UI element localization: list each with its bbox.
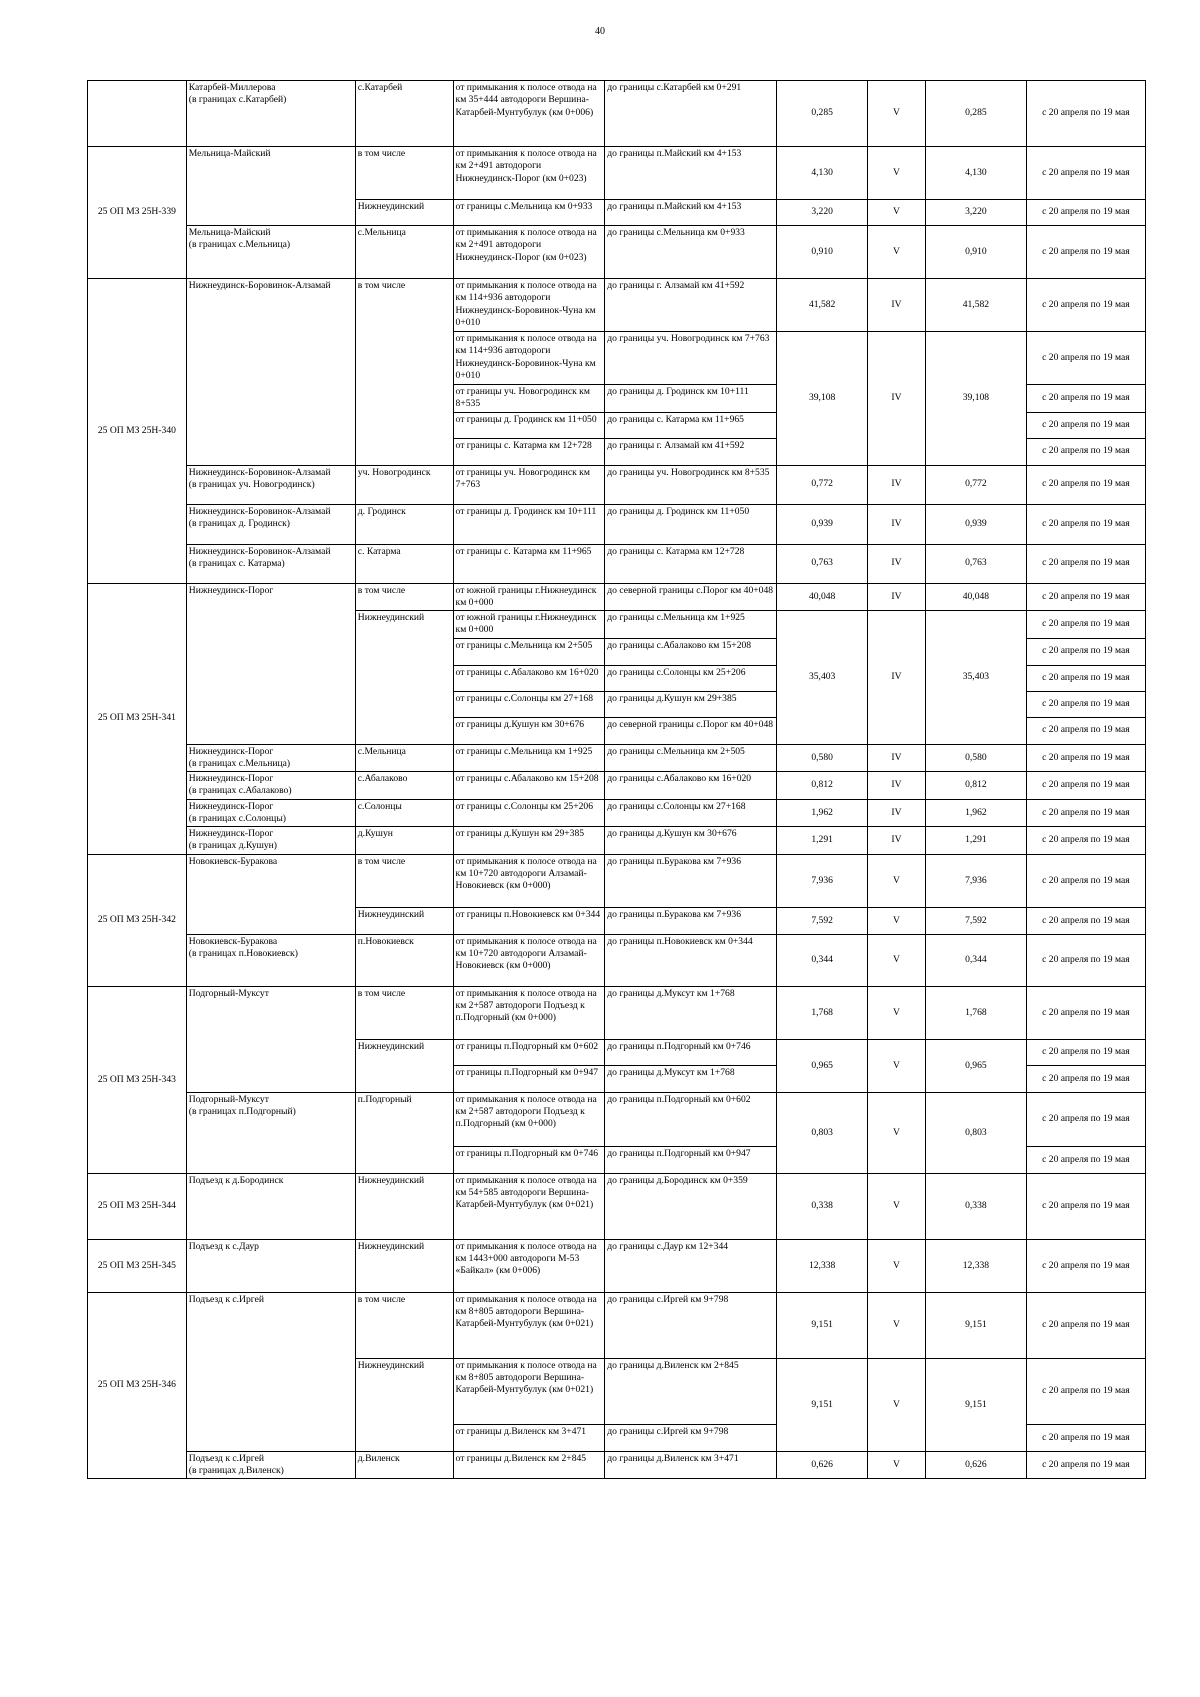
segment-start-cell: от границы д.Кушун км 30+676 [453, 717, 605, 744]
table-body [88, 81, 1146, 1479]
table-row [88, 772, 1146, 800]
restricted-length-cell: 4,130 [926, 147, 1027, 200]
segment-end-cell: до границы уч. Новогродинск км 7+763 [605, 332, 777, 385]
table-row [88, 1092, 1146, 1146]
table-row [88, 1173, 1146, 1239]
length-cell: 7,592 [777, 907, 868, 934]
period-cell: с 20 апреля по 19 мая [1026, 1239, 1145, 1292]
district-cell: д.Виленск [355, 1451, 453, 1479]
segment-start-cell: от границы уч. Новогродинск км 7+763 [453, 465, 605, 504]
period-cell: с 20 апреля по 19 мая [1026, 544, 1145, 583]
district-cell: с.Мельница [355, 744, 453, 772]
segment-start-cell: от границы с.Мельница км 0+933 [453, 200, 605, 226]
table-row [88, 827, 1146, 855]
segment-start-cell: от примыкания к полосе отвода на км 10+720 автодороги Алзамай-Новокиевск (км 0+000) [453, 934, 605, 986]
segment-start-cell: от примыкания к полосе отвода на км 2+587 автодороги Подъезд к п.Подгорный (км 0+000) [453, 986, 605, 1039]
road-name-cell: Мельница-Майский (в границах с.Мельница) [186, 226, 355, 279]
segment-end-cell: до границы с.Мельница км 0+933 [605, 226, 777, 279]
period-cell: с 20 апреля по 19 мая [1026, 81, 1145, 147]
district-cell: в том числе [355, 583, 453, 611]
segment-end-cell: до границы п.Подгорный км 0+602 [605, 1092, 777, 1146]
district-cell: д. Гродинск [355, 504, 453, 544]
restricted-length-cell: 0,344 [926, 934, 1027, 986]
segment-end-cell: до границы д.Виленск км 3+471 [605, 1451, 777, 1479]
period-cell: с 20 апреля по 19 мая [1026, 854, 1145, 907]
segment-start-cell: от примыкания к полосе отвода на км 1443+000 автодороги М-53 «Байкал» (км 0+006) [453, 1239, 605, 1292]
district-cell: п.Подгорный [355, 1092, 453, 1173]
segment-end-cell: до границы с.Иргей км 9+798 [605, 1292, 777, 1358]
district-cell: в том числе [355, 279, 453, 466]
segment-end-cell: до границы с.Абалаково км 15+208 [605, 638, 777, 665]
segment-start-cell: от примыкания к полосе отвода на км 114+936 автодороги Нижнеудинск-Боровинок-Чуна км 0+010 [453, 332, 605, 385]
length-cell: 0,812 [777, 772, 868, 800]
district-cell: с. Катарма [355, 544, 453, 583]
road-name-cell: Подгорный-Муксут [186, 986, 355, 1092]
segment-end-cell: до северной границы с.Порог км 40+048 [605, 717, 777, 744]
period-cell: с 20 апреля по 19 мая [1026, 691, 1145, 717]
period-cell: с 20 апреля по 19 мая [1026, 827, 1145, 855]
category-cell: IV [867, 772, 925, 800]
segment-end-cell: до границы с. Катарма км 11+965 [605, 412, 777, 438]
period-cell: с 20 апреля по 19 мая [1026, 385, 1145, 413]
table-row [88, 1451, 1146, 1479]
segment-end-cell: до границы с.Солонцы км 27+168 [605, 799, 777, 827]
segment-end-cell: до границы п.Подгорный км 0+947 [605, 1146, 777, 1173]
segment-start-cell: от границы д. Гродинск км 11+050 [453, 412, 605, 438]
period-cell: с 20 апреля по 19 мая [1026, 1039, 1145, 1065]
segment-end-cell: до границы с.Иргей км 9+798 [605, 1424, 777, 1451]
road-name-cell: Подъезд к с.Иргей (в границах д.Виленск) [186, 1451, 355, 1479]
period-cell: с 20 апреля по 19 мая [1026, 986, 1145, 1039]
table-row [88, 744, 1146, 772]
segment-start-cell: от границы п.Подгорный км 0+602 [453, 1039, 605, 1065]
period-cell: с 20 апреля по 19 мая [1026, 907, 1145, 934]
table-row [88, 81, 1146, 147]
segment-start-cell: от границы п.Подгорный км 0+947 [453, 1065, 605, 1092]
length-cell: 1,291 [777, 827, 868, 855]
table-row [88, 504, 1146, 544]
category-cell: V [867, 81, 925, 147]
segment-start-cell: от границы с.Мельница км 1+925 [453, 744, 605, 772]
road-id-cell: 25 ОП МЗ 25Н-340 [88, 279, 187, 584]
segment-start-cell: от границы с.Мельница км 2+505 [453, 638, 605, 665]
segment-end-cell: до границы д. Гродинск км 11+050 [605, 504, 777, 544]
segment-start-cell: от границы п.Новокиевск км 0+344 [453, 907, 605, 934]
table-row [88, 1292, 1146, 1358]
table-row [88, 854, 1146, 907]
road-name-cell: Мельница-Майский [186, 147, 355, 226]
segment-end-cell: до границы д.Муксут км 1+768 [605, 986, 777, 1039]
length-cell: 9,151 [777, 1358, 868, 1451]
period-cell: с 20 апреля по 19 мая [1026, 611, 1145, 639]
district-cell: в том числе [355, 1292, 453, 1358]
length-cell: 40,048 [777, 583, 868, 611]
district-cell: с.Абалаково [355, 772, 453, 800]
length-cell: 12,338 [777, 1239, 868, 1292]
length-cell: 0,626 [777, 1451, 868, 1479]
length-cell: 3,220 [777, 200, 868, 226]
road-name-cell: Новокиевск-Буракова [186, 854, 355, 934]
segment-start-cell: от примыкания к полосе отвода на км 54+585 автодороги Вершина-Катарбей-Мунтубулук (км 0+021) [453, 1173, 605, 1239]
road-name-cell: Нижнеудинск-Порог (в границах с.Мельница) [186, 744, 355, 772]
restricted-length-cell: 0,803 [926, 1092, 1027, 1173]
period-cell: с 20 апреля по 19 мая [1026, 1292, 1145, 1358]
segment-start-cell: от границы с. Катарма км 12+728 [453, 438, 605, 465]
district-cell: в том числе [355, 854, 453, 907]
segment-end-cell: до границы п.Майский км 4+153 [605, 200, 777, 226]
segment-end-cell: до границы д.Кушун км 30+676 [605, 827, 777, 855]
segment-end-cell: до границы д. Гродинск км 10+111 [605, 385, 777, 413]
road-name-cell: Нижнеудинск-Порог (в границах д.Кушун) [186, 827, 355, 855]
length-cell: 0,772 [777, 465, 868, 504]
restriction-table [87, 80, 1146, 1479]
category-cell: V [867, 934, 925, 986]
restricted-length-cell: 0,763 [926, 544, 1027, 583]
category-cell: IV [867, 744, 925, 772]
segment-start-cell: от границы д.Виленск км 3+471 [453, 1424, 605, 1451]
restricted-length-cell: 39,108 [926, 332, 1027, 466]
road-id-cell: 25 ОП МЗ 25Н-341 [88, 583, 187, 854]
table-row [88, 583, 1146, 611]
segment-start-cell: от границы уч. Новогродинск км 8+535 [453, 385, 605, 413]
segment-end-cell: до границы с.Солонцы км 25+206 [605, 665, 777, 691]
road-name-cell: Подъезд к с.Даур [186, 1239, 355, 1292]
road-id-cell: 25 ОП МЗ 25Н-346 [88, 1292, 187, 1479]
length-cell: 9,151 [777, 1292, 868, 1358]
category-cell: V [867, 1092, 925, 1173]
period-cell: с 20 апреля по 19 мая [1026, 717, 1145, 744]
length-cell: 0,338 [777, 1173, 868, 1239]
segment-start-cell: от границы с. Катарма км 11+965 [453, 544, 605, 583]
segment-start-cell: от южной границы г.Нижнеудинск км 0+000 [453, 611, 605, 639]
table-row [88, 1239, 1146, 1292]
table-row [88, 147, 1146, 200]
road-id-cell: 25 ОП МЗ 25Н-342 [88, 854, 187, 986]
period-cell: с 20 апреля по 19 мая [1026, 744, 1145, 772]
category-cell: V [867, 1173, 925, 1239]
segment-end-cell: до границы с.Катарбей км 0+291 [605, 81, 777, 147]
road-name-cell: Нижнеудинск-Порог [186, 583, 355, 744]
segment-end-cell: до границы с.Даур км 12+344 [605, 1239, 777, 1292]
road-name-cell: Нижнеудинск-Боровинок-Алзамай [186, 279, 355, 466]
period-cell: с 20 апреля по 19 мая [1026, 1065, 1145, 1092]
segment-start-cell: от примыкания к полосе отвода на км 8+805 автодороги Вершина-Катарбей-Мунтубулук (км 0+021) [453, 1358, 605, 1424]
segment-start-cell: от границы с.Абалаково км 16+020 [453, 665, 605, 691]
length-cell: 35,403 [777, 611, 868, 745]
segment-end-cell: до границы д.Кушун км 29+385 [605, 691, 777, 717]
length-cell: 0,285 [777, 81, 868, 147]
period-cell: с 20 апреля по 19 мая [1026, 226, 1145, 279]
restricted-length-cell: 0,580 [926, 744, 1027, 772]
segment-start-cell: от южной границы г.Нижнеудинск км 0+000 [453, 583, 605, 611]
segment-start-cell: от границы с.Абалаково км 15+208 [453, 772, 605, 800]
road-name-cell: Подгорный-Муксут (в границах п.Подгорный) [186, 1092, 355, 1173]
segment-start-cell: от примыкания к полосе отвода на км 2+587 автодороги Подъезд к п.Подгорный (км 0+000) [453, 1092, 605, 1146]
segment-end-cell: до границы с.Мельница км 1+925 [605, 611, 777, 639]
category-cell: IV [867, 611, 925, 745]
length-cell: 0,939 [777, 504, 868, 544]
segment-start-cell: от границы д. Гродинск км 10+111 [453, 504, 605, 544]
period-cell: с 20 апреля по 19 мая [1026, 147, 1145, 200]
district-cell: Нижнеудинский [355, 1239, 453, 1292]
category-cell: V [867, 1292, 925, 1358]
segment-end-cell: до границы с. Катарма км 12+728 [605, 544, 777, 583]
table-row [88, 934, 1146, 986]
table-row [88, 279, 1146, 332]
category-cell: IV [867, 279, 925, 332]
segment-end-cell: до границы п.Новокиевск км 0+344 [605, 934, 777, 986]
road-id-cell: 25 ОП МЗ 25Н-345 [88, 1239, 187, 1292]
restricted-length-cell: 41,582 [926, 279, 1027, 332]
period-cell: с 20 апреля по 19 мая [1026, 200, 1145, 226]
category-cell: V [867, 200, 925, 226]
restricted-length-cell: 1,291 [926, 827, 1027, 855]
category-cell: IV [867, 544, 925, 583]
segment-end-cell: до границы уч. Новогродинск км 8+535 [605, 465, 777, 504]
length-cell: 4,130 [777, 147, 868, 200]
length-cell: 0,910 [777, 226, 868, 279]
segment-start-cell: от примыкания к полосе отвода на км 2+491 автодороги Нижнеудинск-Порог (км 0+023) [453, 226, 605, 279]
period-cell: с 20 апреля по 19 мая [1026, 934, 1145, 986]
period-cell: с 20 апреля по 19 мая [1026, 465, 1145, 504]
restricted-length-cell: 1,768 [926, 986, 1027, 1039]
restricted-length-cell: 40,048 [926, 583, 1027, 611]
restricted-length-cell: 0,910 [926, 226, 1027, 279]
period-cell: с 20 апреля по 19 мая [1026, 332, 1145, 385]
segment-start-cell: от примыкания к полосе отвода на км 10+720 автодороги Алзамай-Новокиевск (км 0+000) [453, 854, 605, 907]
segment-start-cell: от примыкания к полосе отвода на км 114+936 автодороги Нижнеудинск-Боровинок-Чуна км 0+010 [453, 279, 605, 332]
restricted-length-cell: 9,151 [926, 1358, 1027, 1451]
road-name-cell: Нижнеудинск-Боровинок-Алзамай (в границах д. Гродинск) [186, 504, 355, 544]
segment-end-cell: до границы с.Мельница км 2+505 [605, 744, 777, 772]
length-cell: 39,108 [777, 332, 868, 466]
restricted-length-cell: 0,338 [926, 1173, 1027, 1239]
segment-start-cell: от границы д.Виленск км 2+845 [453, 1451, 605, 1479]
period-cell: с 20 апреля по 19 мая [1026, 1451, 1145, 1479]
road-name-cell: Нижнеудинск-Боровинок-Алзамай (в границах уч. Новогродинск) [186, 465, 355, 504]
restricted-length-cell: 7,592 [926, 907, 1027, 934]
road-name-cell: Катарбей-Миллерова (в границах с.Катарбей) [186, 81, 355, 147]
category-cell: IV [867, 827, 925, 855]
segment-end-cell: до границы п.Буракова км 7+936 [605, 854, 777, 907]
segment-end-cell: до границы с.Абалаково км 16+020 [605, 772, 777, 800]
category-cell: IV [867, 583, 925, 611]
restricted-length-cell: 0,285 [926, 81, 1027, 147]
category-cell: IV [867, 799, 925, 827]
restricted-length-cell: 1,962 [926, 799, 1027, 827]
district-cell: Нижнеудинский [355, 200, 453, 226]
table-row [88, 465, 1146, 504]
district-cell: Нижнеудинский [355, 1173, 453, 1239]
restricted-length-cell: 0,812 [926, 772, 1027, 800]
road-name-cell: Новокиевск-Буракова (в границах п.Новокиевск) [186, 934, 355, 986]
road-name-cell: Нижнеудинск-Порог (в границах с.Абалаково) [186, 772, 355, 800]
period-cell: с 20 апреля по 19 мая [1026, 504, 1145, 544]
segment-end-cell: до границы п.Майский км 4+153 [605, 147, 777, 200]
category-cell: V [867, 1239, 925, 1292]
segment-end-cell: до границы д.Виленск км 2+845 [605, 1358, 777, 1424]
table-row [88, 544, 1146, 583]
table-row [88, 799, 1146, 827]
segment-end-cell: до границы п.Буракова км 7+936 [605, 907, 777, 934]
district-cell: с.Солонцы [355, 799, 453, 827]
road-name-cell: Нижнеудинск-Боровинок-Алзамай (в границах с. Катарма) [186, 544, 355, 583]
category-cell: IV [867, 504, 925, 544]
district-cell: с.Мельница [355, 226, 453, 279]
segment-start-cell: от границы с.Солонцы км 27+168 [453, 691, 605, 717]
segment-start-cell: от примыкания к полосе отвода на км 2+491 автодороги Нижнеудинск-Порог (км 0+023) [453, 147, 605, 200]
category-cell: IV [867, 332, 925, 466]
period-cell: с 20 апреля по 19 мая [1026, 772, 1145, 800]
restricted-length-cell: 7,936 [926, 854, 1027, 907]
restricted-length-cell: 9,151 [926, 1292, 1027, 1358]
restricted-length-cell: 0,772 [926, 465, 1027, 504]
category-cell: V [867, 1039, 925, 1092]
period-cell: с 20 апреля по 19 мая [1026, 412, 1145, 438]
category-cell: V [867, 1451, 925, 1479]
period-cell: с 20 апреля по 19 мая [1026, 583, 1145, 611]
restricted-length-cell: 0,626 [926, 1451, 1027, 1479]
category-cell: V [867, 1358, 925, 1451]
length-cell: 0,965 [777, 1039, 868, 1092]
category-cell: V [867, 986, 925, 1039]
segment-end-cell: до границы г. Алзамай км 41+592 [605, 279, 777, 332]
category-cell: V [867, 147, 925, 200]
category-cell: V [867, 854, 925, 907]
district-cell: Нижнеудинский [355, 1039, 453, 1092]
district-cell: Нижнеудинский [355, 611, 453, 745]
road-id-cell: 25 ОП МЗ 25Н-344 [88, 1173, 187, 1239]
restricted-length-cell: 12,338 [926, 1239, 1027, 1292]
restricted-length-cell: 3,220 [926, 200, 1027, 226]
period-cell: с 20 апреля по 19 мая [1026, 665, 1145, 691]
segment-start-cell: от примыкания к полосе отвода на км 35+444 автодороги Вершина-Катарбей-Мунтубулук (км 0+006) [453, 81, 605, 147]
length-cell: 0,803 [777, 1092, 868, 1173]
district-cell: п.Новокиевск [355, 934, 453, 986]
district-cell: в том числе [355, 147, 453, 200]
period-cell: с 20 апреля по 19 мая [1026, 1092, 1145, 1146]
segment-end-cell: до границы г. Алзамай км 41+592 [605, 438, 777, 465]
road-name-cell: Подъезд к д.Бородинск [186, 1173, 355, 1239]
length-cell: 1,768 [777, 986, 868, 1039]
segment-end-cell: до границы п.Подгорный км 0+746 [605, 1039, 777, 1065]
segment-end-cell: до северной границы с.Порог км 40+048 [605, 583, 777, 611]
table-row [88, 226, 1146, 279]
length-cell: 41,582 [777, 279, 868, 332]
period-cell: с 20 апреля по 19 мая [1026, 799, 1145, 827]
district-cell: уч. Новогродинск [355, 465, 453, 504]
restricted-length-cell: 35,403 [926, 611, 1027, 745]
period-cell: с 20 апреля по 19 мая [1026, 638, 1145, 665]
length-cell: 0,580 [777, 744, 868, 772]
length-cell: 0,763 [777, 544, 868, 583]
period-cell: с 20 апреля по 19 мая [1026, 1358, 1145, 1424]
road-id-cell [88, 81, 187, 147]
road-name-cell: Подъезд к с.Иргей [186, 1292, 355, 1451]
district-cell: Нижнеудинский [355, 1358, 453, 1451]
length-cell: 7,936 [777, 854, 868, 907]
category-cell: V [867, 907, 925, 934]
category-cell: IV [867, 465, 925, 504]
category-cell: V [867, 226, 925, 279]
segment-start-cell: от границы д.Кушун км 29+385 [453, 827, 605, 855]
period-cell: с 20 апреля по 19 мая [1026, 1424, 1145, 1451]
segment-start-cell: от границы с.Солонцы км 25+206 [453, 799, 605, 827]
restricted-length-cell: 0,939 [926, 504, 1027, 544]
length-cell: 0,344 [777, 934, 868, 986]
district-cell: Нижнеудинский [355, 907, 453, 934]
district-cell: в том числе [355, 986, 453, 1039]
segment-start-cell: от примыкания к полосе отвода на км 8+805 автодороги Вершина-Катарбей-Мунтубулук (км 0+021) [453, 1292, 605, 1358]
length-cell: 1,962 [777, 799, 868, 827]
period-cell: с 20 апреля по 19 мая [1026, 1173, 1145, 1239]
period-cell: с 20 апреля по 19 мая [1026, 1146, 1145, 1173]
period-cell: с 20 апреля по 19 мая [1026, 438, 1145, 465]
segment-start-cell: от границы п.Подгорный км 0+746 [453, 1146, 605, 1173]
segment-end-cell: до границы д.Бородинск км 0+359 [605, 1173, 777, 1239]
segment-end-cell: до границы д.Муксут км 1+768 [605, 1065, 777, 1092]
road-id-cell: 25 ОП МЗ 25Н-343 [88, 986, 187, 1173]
district-cell: с.Катарбей [355, 81, 453, 147]
road-id-cell: 25 ОП МЗ 25Н-339 [88, 147, 187, 279]
page-number: 40 [595, 26, 605, 37]
district-cell: д.Кушун [355, 827, 453, 855]
table-row [88, 986, 1146, 1039]
restricted-length-cell: 0,965 [926, 1039, 1027, 1092]
period-cell: с 20 апреля по 19 мая [1026, 279, 1145, 332]
road-name-cell: Нижнеудинск-Порог (в границах с.Солонцы) [186, 799, 355, 827]
